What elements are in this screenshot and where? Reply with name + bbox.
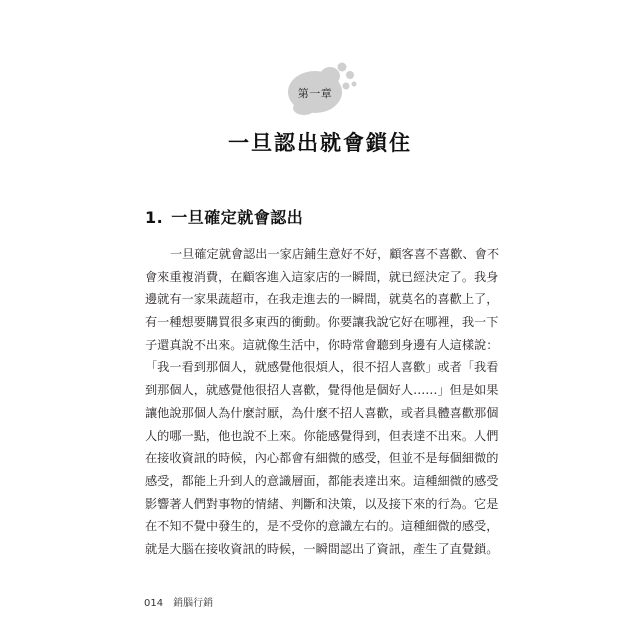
text-line: 人的哪一點，他也說不上來。你能感覺得到，但表達不出來。人們 — [145, 428, 499, 443]
running-title: 銷腦行銷 — [173, 598, 214, 609]
section-title: 一旦確定就會認出 — [171, 208, 304, 227]
page-footer — [144, 594, 213, 609]
text-line: 就是大腦在接收資訊的時候，一瞬間認出了資訊，產生了直覺鎖。 — [145, 541, 499, 556]
chapter-title: 一旦認出就會鎖住 — [228, 131, 412, 155]
text-line: 「我一看到那個人，就感覺他很煩人，很不招人喜歡」或者「我看 — [145, 360, 499, 375]
text-line: 會來重複消費，在顧客進入這家店的一瞬間，就已經決定了。我身 — [145, 269, 499, 284]
text-line: 邊就有一家果蔬超市，在我走進去的一瞬間，就莫名的喜歡上了， — [145, 292, 499, 307]
text-line: 影響著人們對事物的情緒、判斷和決策，以及接下來的行為。它是 — [145, 496, 499, 511]
text-line: 讓他說那個人為什麼討厭，為什麼不招人喜歡，或者具體喜歡那個 — [145, 405, 499, 420]
page-number: 014 — [144, 598, 164, 609]
body-paragraph — [145, 243, 500, 561]
chapter-label: 第一章 — [297, 87, 333, 100]
text-line: 到那個人，就感覺他很招人喜歡，覺得他是個好人……」但是如果 — [145, 383, 499, 398]
text-line: 感受，都能上升到人的意識層面，都能表達出來。這種細微的感受 — [145, 473, 499, 488]
text-line: 在接收資訊的時候，內心都會有細微的感受，但並不是每個細微的 — [145, 451, 499, 466]
text-line: 在不知不覺中發生的，是不受你的意識左右的。這種細微的感受， — [145, 519, 499, 534]
chapter-badge — [286, 60, 366, 120]
section-number: 1. — [145, 208, 164, 227]
text-line: 有一種想要購買很多東西的衝動。你要讓我說它好在哪裡，我一下 — [145, 315, 499, 330]
text-line: 子還真說不出來。這就像生活中，你時常會聽到身邊有人這樣說： — [145, 337, 499, 352]
section-heading — [145, 205, 303, 228]
text-line: 一旦確定就會認出一家店鋪生意好不好，顧客喜不喜歡、會不 — [170, 247, 500, 261]
